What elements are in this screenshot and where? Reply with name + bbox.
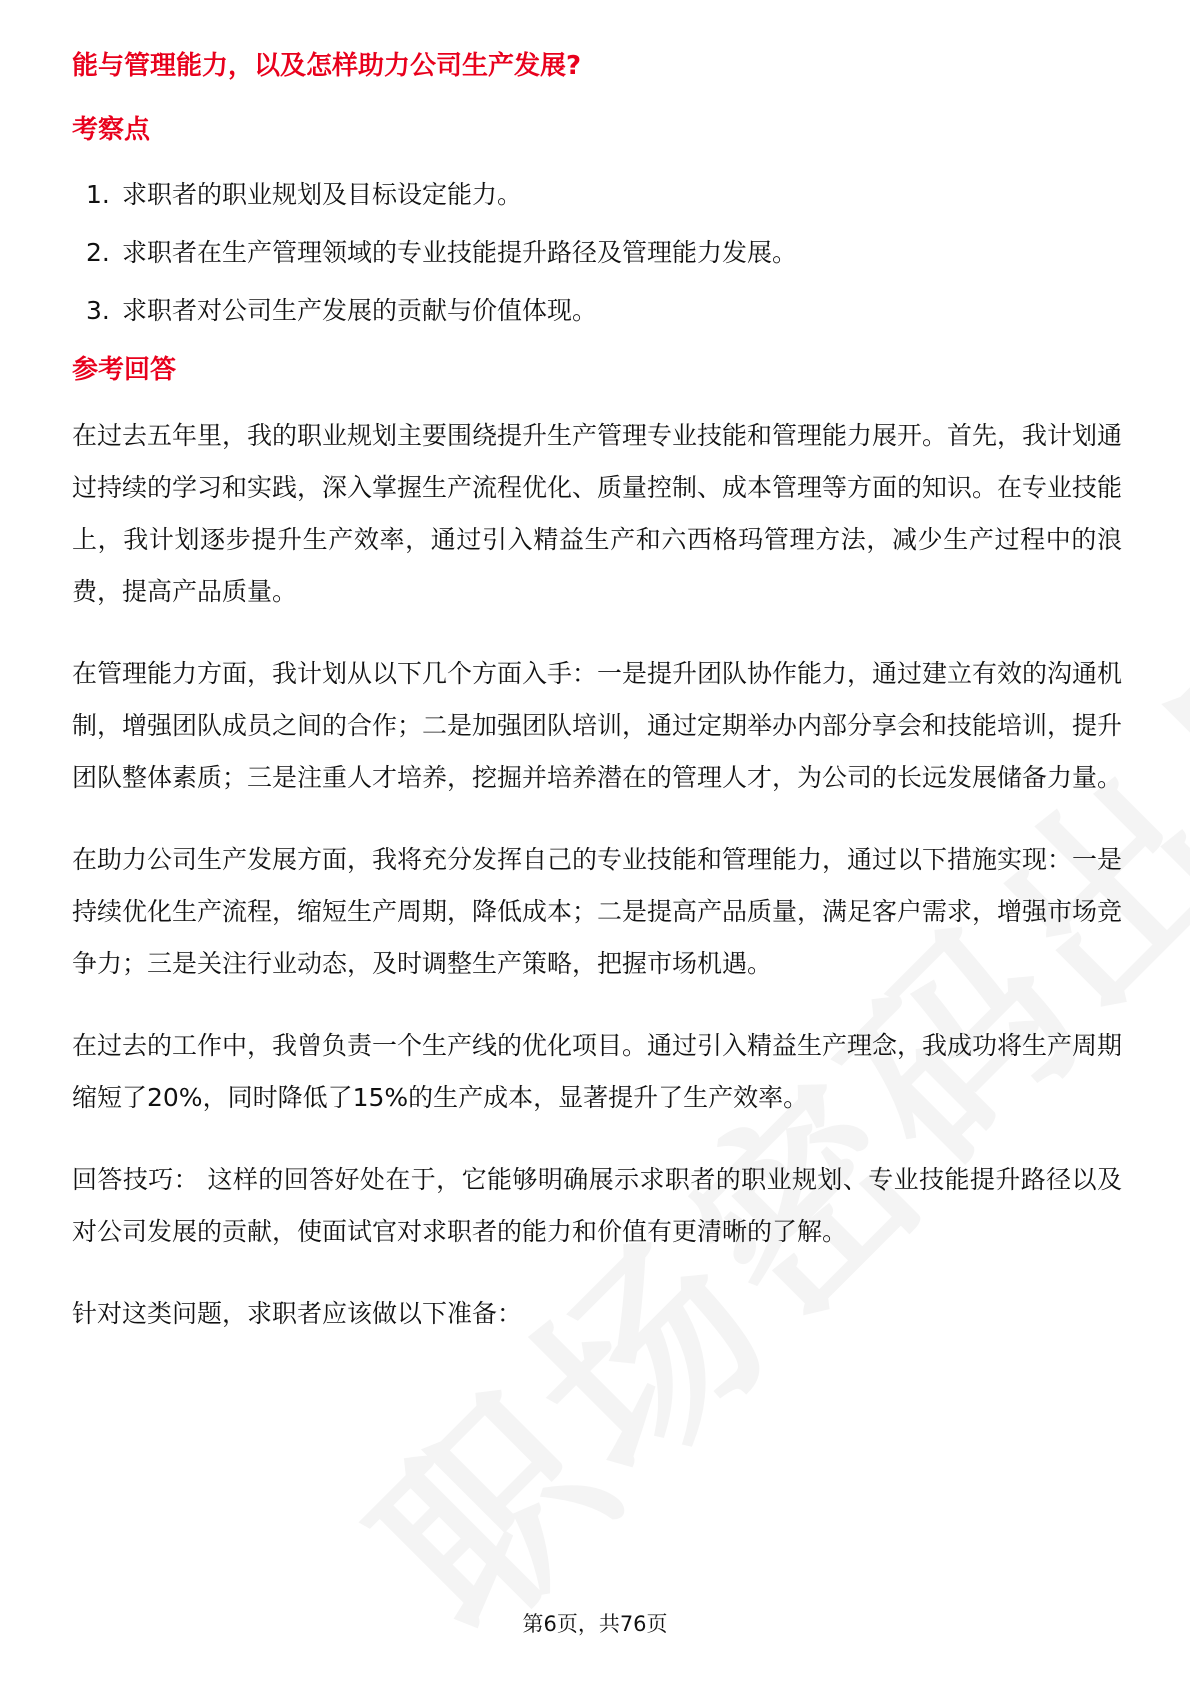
- focus-item: [72, 234, 1122, 272]
- answer-paragraph: 在助力公司生产发展方面，我将充分发挥自己的专业技能和管理能力，通过以下措施实现：一是持续优化生产流程，缩短生产周期，降低成本；二是提高产品质量，满足客户需求，增强市场竞争力；三是关注行业动态，及时调整生产策略，把握市场机遇。: [72, 845, 1123, 978]
- tips-paragraph: 回答技巧： 这样的回答好处在于，它能够明确展示求职者的职业规划、专业技能提升路径以及对公司发展的贡献，使面试官对求职者的能力和价值有更清晰的了解。: [72, 1165, 1122, 1246]
- focus-item-number: 3.: [86, 296, 110, 325]
- answer-heading: 参考回答: [72, 355, 177, 385]
- focus-item-number: 2.: [86, 238, 110, 267]
- page-content: [72, 46, 1122, 1340]
- focus-list: [72, 176, 1122, 330]
- focus-item-number: 1.: [86, 180, 110, 209]
- focus-item-text: 求职者在生产管理领域的专业技能提升路径及管理能力发展。: [122, 238, 798, 267]
- focus-item: [72, 292, 1122, 330]
- answer-paragraph: 在管理能力方面，我计划从以下几个方面入手：一是提升团队协作能力，通过建立有效的沟通机制，增强团队成员之间的合作；二是加强团队培训，通过定期举办内部分享会和技能培训，提升团队整体素质；三是注重人才培养，挖掘并培养潜在的管理人才，为公司的长远发展储备力量。: [72, 659, 1123, 792]
- focus-item-text: 求职者的职业规划及目标设定能力。: [122, 180, 523, 209]
- page-number: 第6页，共76页: [522, 1612, 668, 1636]
- answer-paragraph: 在过去的工作中，我曾负责一个生产线的优化项目。通过引入精益生产理念，我成功将生产周期缩短了20%，同时降低了15%的生产成本，显著提升了生产效率。: [72, 1031, 1123, 1112]
- focus-item-text: 求职者对公司生产发展的贡献与价值体现。: [122, 296, 598, 325]
- focus-item: [72, 176, 1122, 214]
- focus-heading: 考察点: [72, 115, 151, 145]
- preparation-paragraph: 针对这类问题，求职者应该做以下准备：: [72, 1299, 523, 1328]
- question-title: 能与管理能力，以及怎样助力公司生产发展?: [72, 51, 582, 81]
- answer-paragraph: 在过去五年里，我的职业规划主要围绕提升生产管理专业技能和管理能力展开。首先，我计划通过持续的学习和实践，深入掌握生产流程优化、质量控制、成本管理等方面的知识。在专业技能上，我计划逐步提升生产效率，通过引入精益生产和六西格玛管理方法，减少生产过程中的浪费，提高产品质量。: [72, 421, 1123, 606]
